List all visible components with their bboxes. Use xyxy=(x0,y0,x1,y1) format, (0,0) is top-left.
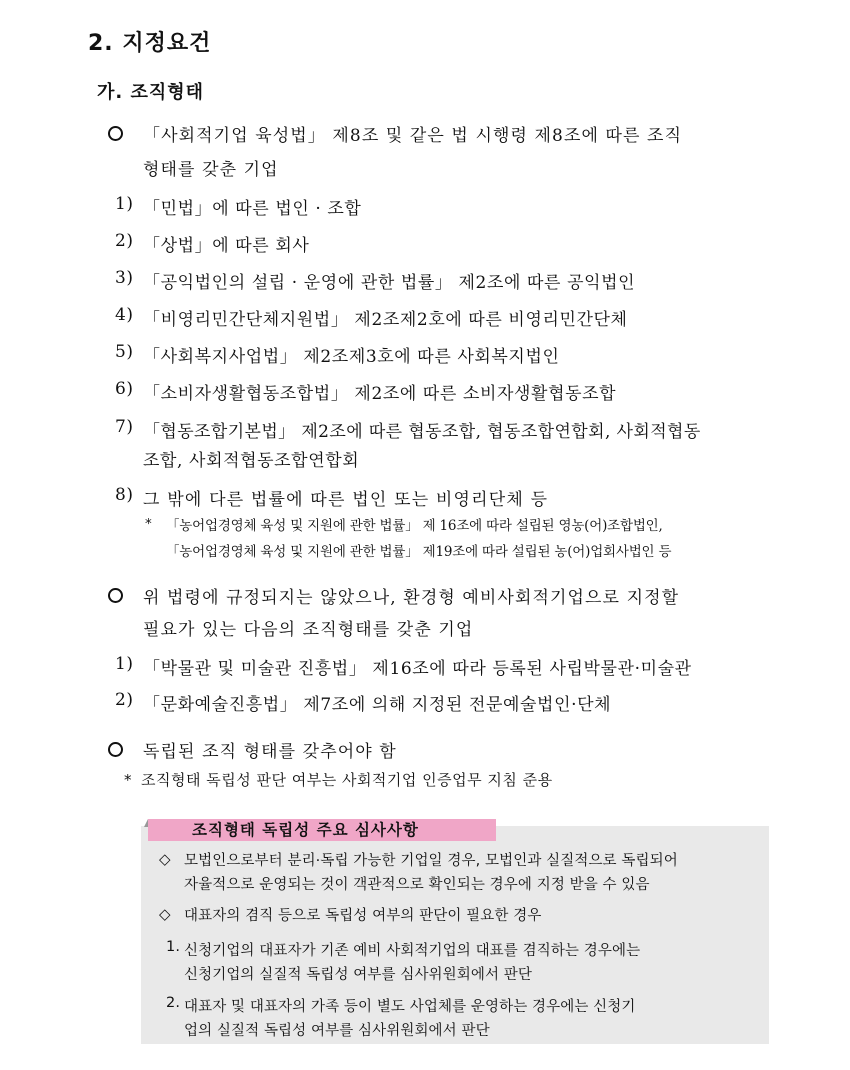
note-mark: * xyxy=(145,516,152,532)
list-item: 「비영리민간단체지원법」 제2조제2호에 따른 비영리민간단체 xyxy=(143,310,628,330)
block3-intro: 독립된 조직 형태를 갖추어야 함 xyxy=(143,742,397,762)
list-item-number: 6) xyxy=(115,379,134,399)
review-sub-continuation: 업의 실질적 독립성 여부를 심사위원회에서 판단 xyxy=(184,1023,490,1039)
list-item-number: 1) xyxy=(115,194,134,214)
block2-intro-line1: 위 법령에 규정되지는 않았으나, 환경형 예비사회적기업으로 지정할 xyxy=(143,588,680,608)
subsection-title: 가. 조직형태 xyxy=(97,82,205,103)
review-sub-item: 대표자 및 대표자의 가족 등이 별도 사업체를 운영하는 경우에는 신청기 xyxy=(184,999,636,1015)
list-item-number: 3) xyxy=(115,268,134,288)
list-item: 그 밖에 다른 법률에 따른 법인 또는 비영리단체 등 xyxy=(143,490,549,510)
review-sub-continuation: 신청기업의 실질적 독립성 여부를 심사위원회에서 판단 xyxy=(184,967,533,983)
note-text: 「농어업경영체 육성 및 지원에 관한 법률」 제 16조에 따라 설립된 영농(어)조합법인, xyxy=(166,518,663,534)
list-item: 「소비자생활협동조합법」 제2조에 따른 소비자생활협동조합 xyxy=(143,384,617,404)
note-text: 「농어업경영체 육성 및 지원에 관한 법률」 제19조에 따라 설립된 농(어)업회사법인 등 xyxy=(166,544,672,560)
diamond-bullet-icon: ◇ xyxy=(159,850,171,868)
note-text: 조직형태 독립성 판단 여부는 사회적기업 인증업무 지침 준용 xyxy=(141,771,553,789)
list-item-number: 2) xyxy=(115,231,134,251)
list-item: 「협동조합기본법」 제2조에 따른 협동조합, 협동조합연합회, 사회적협동 xyxy=(143,422,701,442)
diamond-bullet-icon: ◇ xyxy=(159,905,171,923)
list-item-number: 1) xyxy=(115,654,134,674)
list-item: 「상법」에 따른 회사 xyxy=(143,236,310,256)
list-item-number: 2) xyxy=(115,690,134,710)
block1-intro-line1: 「사회적기업 육성법」 제8조 및 같은 법 시행령 제8조에 따른 조직 xyxy=(143,126,683,146)
list-item-number: 8) xyxy=(115,485,134,505)
list-item: 「공익법인의 설립 · 운영에 관한 법률」 제2조에 따른 공익법인 xyxy=(143,273,636,293)
review-sub-number: 2. xyxy=(166,995,181,1011)
block2-intro-line2: 필요가 있는 다음의 조직형태를 갖춘 기업 xyxy=(143,620,474,640)
block1-intro-line2: 형태를 갖춘 기업 xyxy=(143,160,279,180)
note-mark: * xyxy=(124,771,132,789)
list-item: 「박물관 및 미술관 진흥법」 제16조에 따라 등록된 사립박물관·미술관 xyxy=(143,659,692,679)
section-title: 2. 지정요건 xyxy=(88,31,212,56)
list-item-number: 5) xyxy=(115,342,134,362)
list-item-continuation: 조합, 사회적협동조합연합회 xyxy=(143,451,360,471)
list-item-number: 7) xyxy=(115,417,134,437)
review-sub-number: 1. xyxy=(166,939,181,955)
circle-bullet-icon xyxy=(108,742,123,757)
review-bullet: 대표자의 겸직 등으로 독립성 여부의 판단이 필요한 경우 xyxy=(184,908,542,924)
list-item: 「문화예술진흥법」 제7조에 의해 지정된 전문예술법인·단체 xyxy=(143,695,612,715)
circle-bullet-icon xyxy=(108,588,123,603)
review-bullet: 모법인으로부터 분리·독립 가능한 기업일 경우, 모법인과 실질적으로 독립되어 xyxy=(184,853,678,869)
review-bullet-continuation: 자율적으로 운영되는 것이 객관적으로 확인되는 경우에 지정 받을 수 있음 xyxy=(184,877,650,893)
review-box-title: 조직형태 독립성 주요 심사사항 xyxy=(148,819,496,841)
circle-bullet-icon xyxy=(108,126,123,141)
list-item-number: 4) xyxy=(115,305,134,325)
list-item: 「사회복지사업법」 제2조제3호에 따른 사회복지법인 xyxy=(143,347,560,367)
list-item: 「민법」에 따른 법인 · 조합 xyxy=(143,199,362,219)
review-sub-item: 신청기업의 대표자가 기존 예비 사회적기업의 대표를 겸직하는 경우에는 xyxy=(184,943,641,959)
